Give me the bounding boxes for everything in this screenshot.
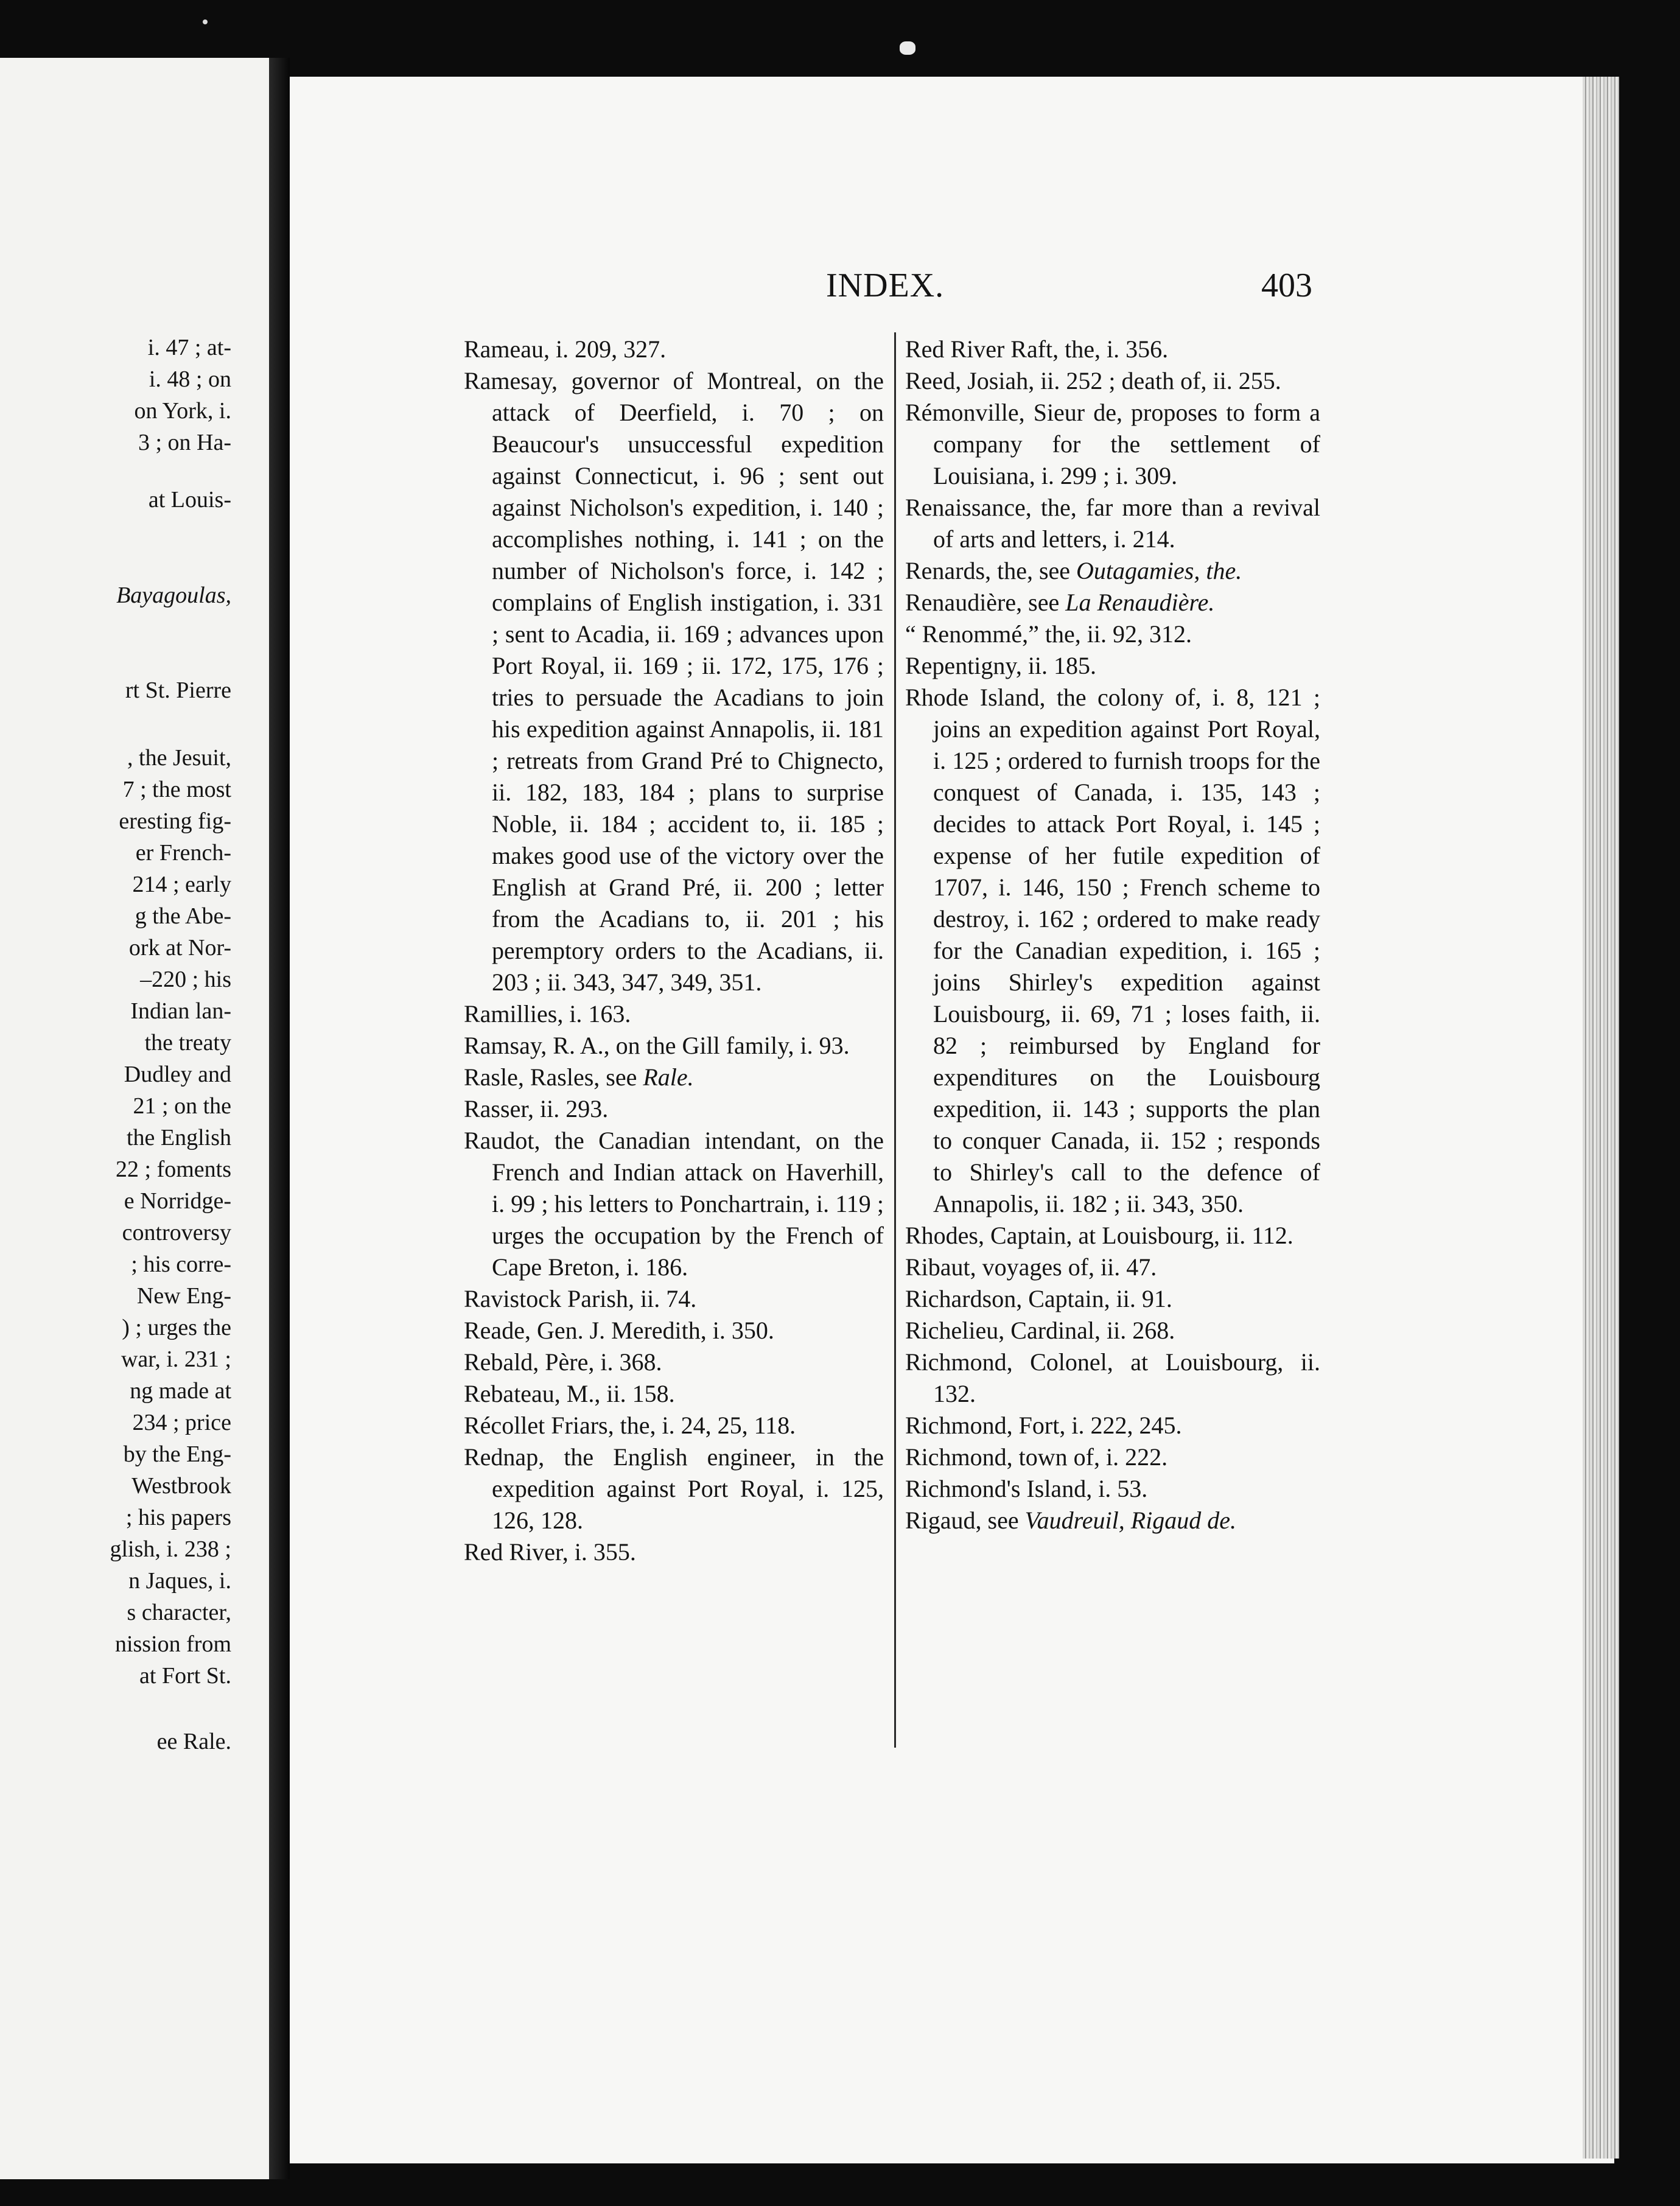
previous-page-line: –220 ; his: [140, 967, 231, 992]
previous-page-line: ) ; urges the: [122, 1315, 231, 1340]
previous-page-line: Westbrook: [131, 1473, 231, 1499]
previous-page-line: rt St. Pierre: [125, 678, 231, 703]
index-entry-text: Rasle, Rasles, see: [464, 1063, 643, 1091]
index-entry-text: Richardson, Captain, ii. 91.: [905, 1285, 1172, 1312]
index-entry: [905, 492, 1320, 555]
previous-page-line: New Eng-: [136, 1283, 231, 1309]
index-entry: [905, 1346, 1320, 1410]
previous-page-line: e Norridge-: [124, 1188, 231, 1214]
index-entry-text: Repentigny, ii. 185.: [905, 652, 1097, 679]
index-entry: [464, 998, 884, 1030]
previous-page-line: n Jaques, i.: [128, 1568, 231, 1594]
index-entry-text: Renaissance, the, far more than a revival of arts and letters, i. 214.: [905, 494, 1320, 553]
index-entry: [905, 682, 1320, 1220]
previous-page-line: 234 ; price: [132, 1410, 231, 1435]
previous-page-line: g the Abe-: [135, 903, 231, 929]
index-entry-text: Richmond, Fort, i. 222, 245.: [905, 1412, 1182, 1439]
scan-speck: [900, 41, 915, 55]
index-entry-reference: La Renaudière.: [1065, 589, 1215, 616]
page-edges: [1583, 77, 1619, 2159]
scan-speck: [203, 19, 208, 24]
index-entry-text: Ravistock Parish, ii. 74.: [464, 1285, 697, 1312]
previous-page-line: Bayagoulas,: [116, 583, 231, 608]
previous-page-line: Dudley and: [124, 1062, 231, 1087]
index-entry-text: Rebateau, M., ii. 158.: [464, 1380, 675, 1407]
index-entry-text: Richelieu, Cardinal, ii. 268.: [905, 1317, 1175, 1344]
index-entry: [464, 1030, 884, 1062]
previous-page-line: s character,: [127, 1600, 231, 1625]
index-entry: [905, 1441, 1320, 1473]
previous-page-line: 21 ; on the: [133, 1093, 231, 1119]
previous-page-line: ork at Nor-: [128, 935, 231, 961]
index-entry-text: Red River, i. 355.: [464, 1538, 636, 1566]
index-entry-text: Raudot, the Canadian intendant, on the French and Indian attack on Haverhill, i. 99 ; his letters to Ponchartrain, i. 119 ; urges the occupation by the French of Cape Breton, i. 186.: [464, 1127, 884, 1281]
index-entry-text: Récollet Friars, the, i. 24, 25, 118.: [464, 1412, 796, 1439]
index-entry: [464, 1125, 884, 1283]
index-entry: [905, 397, 1320, 492]
index-entry-text: Richmond, town of, i. 222.: [905, 1443, 1168, 1471]
index-entry: [464, 1315, 884, 1346]
index-entry: [905, 587, 1320, 618]
index-column-right: [905, 334, 1320, 1536]
previous-page-line: by the Eng-: [123, 1441, 231, 1467]
index-entry-text: Reed, Josiah, ii. 252 ; death of, ii. 255.: [905, 367, 1281, 394]
index-entry-reference: Outagamies, the.: [1076, 557, 1242, 584]
index-entry-text: Richmond, Colonel, at Louisbourg, ii. 132.: [905, 1348, 1320, 1407]
previous-page-line: 22 ; foments: [116, 1157, 231, 1182]
previous-page-line: controversy: [122, 1220, 231, 1245]
index-entry: [905, 1410, 1320, 1441]
index-entry: [464, 334, 884, 365]
book-spine: [269, 58, 290, 2179]
previous-page-line: ; his corre-: [131, 1252, 231, 1277]
index-entry: [905, 1283, 1320, 1315]
previous-page-line: 7 ; the most: [122, 777, 231, 802]
index-entry: [905, 1505, 1320, 1536]
index-entry: [905, 618, 1320, 650]
index-entry-text: Ramsay, R. A., on the Gill family, i. 93.: [464, 1032, 850, 1059]
index-entry: [464, 1441, 884, 1536]
index-entry: [464, 1410, 884, 1441]
previous-page-line: war, i. 231 ;: [121, 1346, 231, 1372]
previous-page-line: , the Jesuit,: [127, 745, 231, 771]
index-entry-text: “ Renommé,” the, ii. 92, 312.: [905, 620, 1192, 648]
previous-page-line: nission from: [114, 1631, 231, 1657]
index-entry-reference: Rale.: [643, 1063, 694, 1091]
index-column-left: [464, 334, 884, 1568]
previous-page-line: 214 ; early: [132, 872, 231, 897]
index-entry: [464, 1093, 884, 1125]
index-entry-text: Richmond's Island, i. 53.: [905, 1475, 1148, 1502]
previous-page-line: the English: [126, 1125, 231, 1150]
index-entry-text: Rigaud, see: [905, 1507, 1025, 1534]
index-entry-text: Rhodes, Captain, at Louisbourg, ii. 112.: [905, 1222, 1293, 1249]
page-title: INDEX.: [826, 267, 945, 304]
index-entry-text: Rebald, Père, i. 368.: [464, 1348, 662, 1376]
index-entry-text: Ramesay, governor of Montreal, on the attack of Deerfield, i. 70 ; on Beaucour's unsuccessful expedition against Connecticut, i. 96 ; sent out against Nicholson's expedition, i. 140 ; accomplishes nothing, i. 141 ; on the number of Nicholson's force, i. 142 ; complains of English instigation, i. 331 ; sent to Acadia, ii. 169 ; advances upon Port Royal, ii. 169 ; ii. 172, 175, 176 ; tries to persuade the Acadians to join his expedition against Annapolis, ii. 181 ; retreats from Grand Pré to Chignecto, ii. 182, 183, 184 ; plans to surprise Noble, ii. 184 ; accident to, ii. 185 ; makes good use of the victory over the English at Grand Pré, ii. 200 ; letter from the Acadians to, ii. 201 ; his peremptory orders to the Acadians, ii. 203 ; ii. 343, 347, 349, 351.: [464, 367, 884, 996]
index-entry: [905, 1220, 1320, 1252]
index-entry: [464, 1346, 884, 1378]
previous-page-line: at Louis-: [148, 487, 231, 513]
index-entry: [905, 1473, 1320, 1505]
index-entry: [464, 1536, 884, 1568]
index-entry-text: Rhode Island, the colony of, i. 8, 121 ; joins an expedition against Port Royal, i. 125 ; ordered to furnish troops for the conquest of Canada, i. 135, 143 ; decides to attack Port Royal, i. 145 ; expense of her futile expedition of 1707, i. 146, 150 ; French scheme to destroy, i. 162 ; ordered to make ready for the Canadian expedition, i. 165 ; joins Shirley's expedition against Louisbourg, ii. 69, 71 ; loses faith, ii. 82 ; reimbursed by England for expenditures on the Louisbourg expedition, ii. 143 ; supports the plan to conquer Canada, ii. 152 ; responds to Shirley's call to the defence of Annapolis, ii. 182 ; ii. 343, 350.: [905, 684, 1320, 1217]
previous-page-line: ee Rale.: [156, 1729, 231, 1754]
previous-page-line: on York, i.: [134, 398, 231, 424]
index-entry: [905, 1252, 1320, 1283]
index-entry-text: Reade, Gen. J. Meredith, i. 350.: [464, 1317, 774, 1344]
index-entry: [464, 1062, 884, 1093]
index-entry-reference: Vaudreuil, Rigaud de.: [1024, 1507, 1236, 1534]
index-entry: [905, 365, 1320, 397]
index-entry-text: Renaudière, see: [905, 589, 1066, 616]
previous-page-line: Indian lan-: [130, 998, 231, 1024]
previous-page-line: eresting fig-: [119, 808, 231, 834]
previous-page-line: glish, i. 238 ;: [110, 1536, 231, 1562]
index-entry: [905, 555, 1320, 587]
index-entry-text: Rednap, the English engineer, in the expedition against Port Royal, i. 125, 126, 128.: [464, 1443, 884, 1534]
previous-page-line: 3 ; on Ha-: [138, 430, 231, 455]
index-entry-text: Renards, the, see: [905, 557, 1077, 584]
previous-page-line: ; his papers: [125, 1505, 231, 1530]
page-number: 403: [1261, 267, 1312, 304]
index-entry: [905, 1315, 1320, 1346]
column-divider: [894, 332, 896, 1748]
previous-page-line: the treaty: [144, 1030, 231, 1056]
previous-page-line: i. 47 ; at-: [147, 335, 231, 360]
previous-page-line: ng made at: [130, 1378, 231, 1404]
index-entry-text: Red River Raft, the, i. 356.: [905, 335, 1169, 363]
index-entry: [905, 334, 1320, 365]
previous-page-line: er French-: [135, 840, 231, 866]
index-entry: [464, 1283, 884, 1315]
previous-page-line: at Fort St.: [139, 1663, 231, 1689]
index-entry-text: Ribaut, voyages of, ii. 47.: [905, 1253, 1157, 1281]
index-entry-text: Rasser, ii. 293.: [464, 1095, 609, 1122]
index-entry-text: Rémonville, Sieur de, proposes to form a company for the settlement of Louisiana, i. 299 ; i. 309.: [905, 399, 1320, 489]
index-entry: [905, 650, 1320, 682]
previous-page: [0, 58, 269, 2179]
index-entry-text: Ramillies, i. 163.: [464, 1000, 631, 1028]
index-entry: [464, 365, 884, 998]
index-entry-text: Rameau, i. 209, 327.: [464, 335, 667, 363]
index-entry: [464, 1378, 884, 1410]
previous-page-line: i. 48 ; on: [149, 366, 231, 392]
